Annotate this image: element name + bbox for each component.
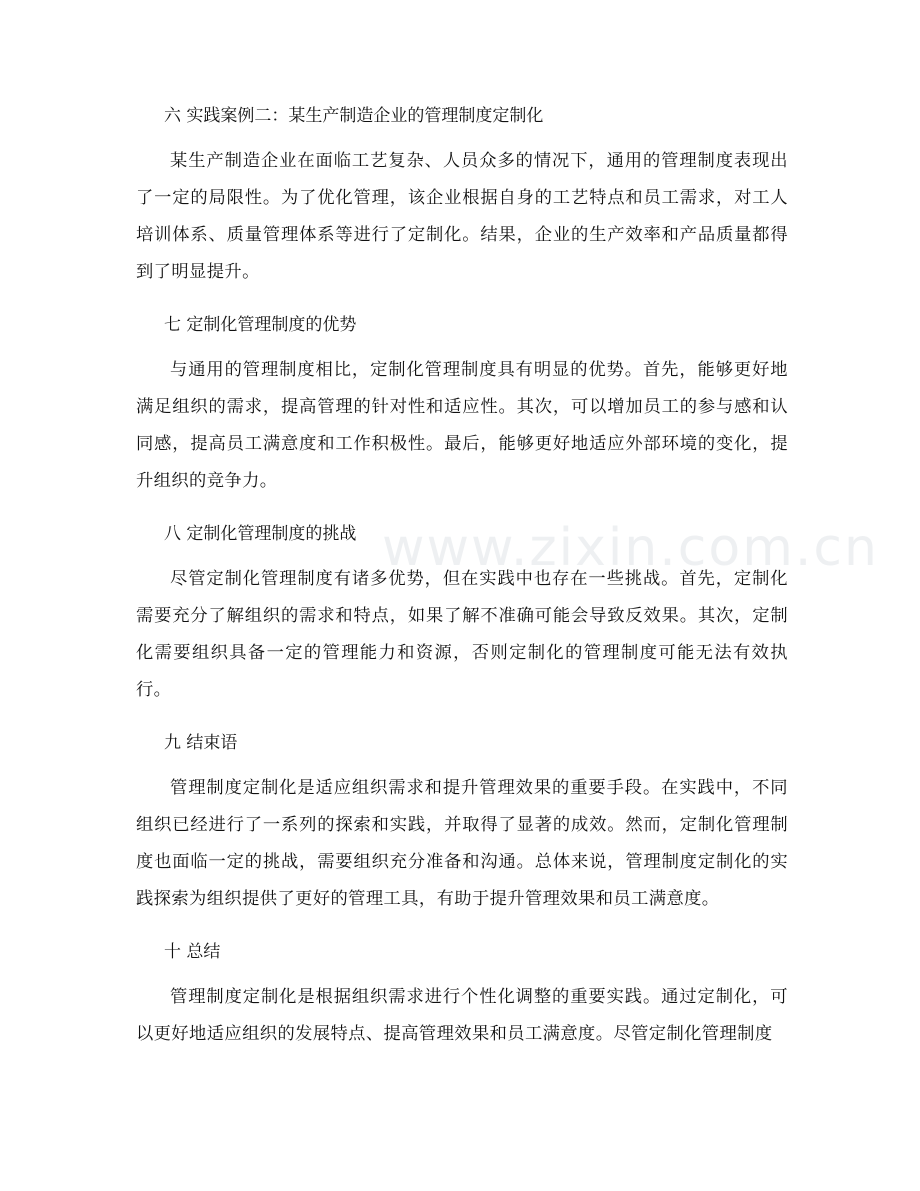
section-heading-7: 七 定制化管理制度的优势 (164, 315, 357, 335)
section-heading-9: 九 结束语 (164, 733, 238, 753)
section-paragraph-7: 与通用的管理制度相比，定制化管理制度具有明显的优势。首先，能够更好地满足组织的需求，提高管理的针对性和适应性。其次，可以增加员工的参与感和认同感，提高员工满意度和工作积极性。最后，能够更好地适应外部环境的变化，提升组织的竞争力。 (136, 360, 788, 491)
section-heading-6: 六 实践案例二：某生产制造企业的管理制度定制化 (164, 106, 544, 126)
section-heading-10: 十 总结 (164, 942, 221, 962)
section-paragraph-8: 尽管定制化管理制度有诸多优势，但在实践中也存在一些挑战。首先，定制化需要充分了解组织的需求和特点，如果了解不准确可能会导致反效果。其次，定制化需要组织具备一定的管理能力和资源，否则定制化的管理制度可能无法有效执行。 (136, 569, 788, 700)
section-paragraph-10: 管理制度定制化是根据组织需求进行个性化调整的重要实践。通过定制化，可以更好地适应组织的发展特点、提高管理效果和员工满意度。尽管定制化管理制度 (136, 987, 788, 1044)
section-heading-8: 八 定制化管理制度的挑战 (164, 524, 357, 544)
section-paragraph-6: 某生产制造企业在面临工艺复杂、人员众多的情况下，通用的管理制度表现出了一定的局限性。为了优化管理，该企业根据自身的工艺特点和员工需求，对工人培训体系、质量管理体系等进行了定制化。结果，企业的生产效率和产品质量都得到了明显提升。 (136, 151, 788, 282)
watermark: www.zixin.com.cn (382, 518, 879, 578)
document-body (136, 100, 788, 1053)
section-paragraph-9: 管理制度定制化是适应组织需求和提升管理效果的重要手段。在实践中，不同组织已经进行了一系列的探索和实践，并取得了显著的成效。然而，定制化管理制度也面临一定的挑战，需要组织充分准备和沟通。总体来说，管理制度定制化的实践探索为组织提供了更好的管理工具，有助于提升管理效果和员工满意度。 (136, 778, 788, 909)
